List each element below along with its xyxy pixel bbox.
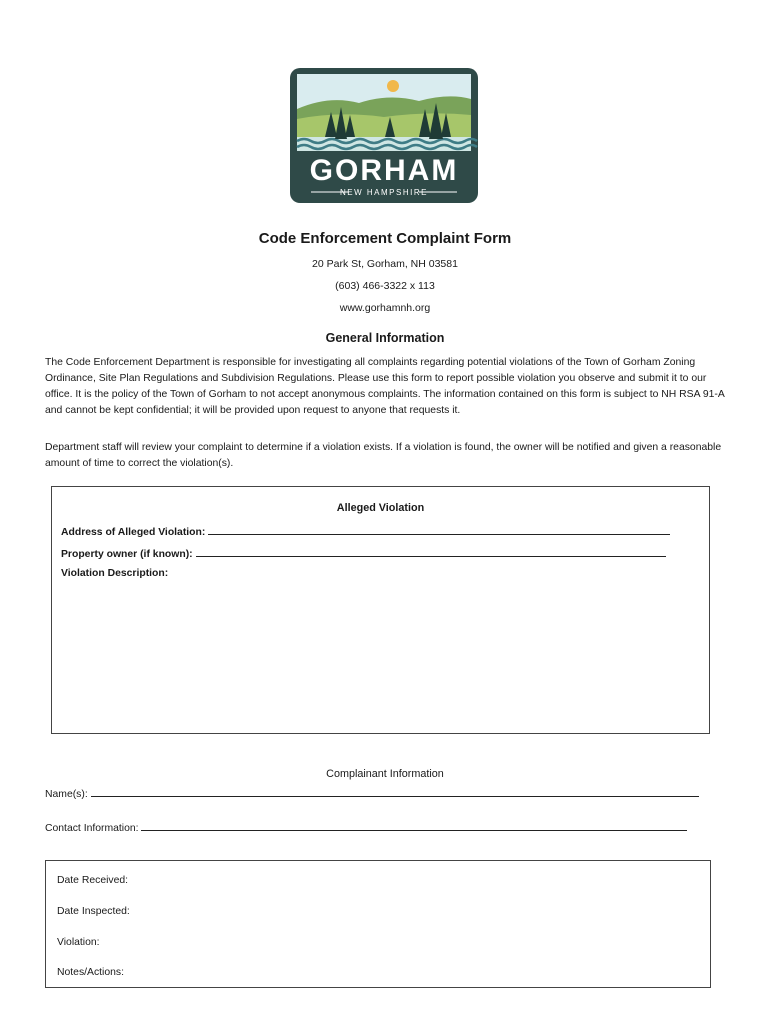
alleged-violation-heading: Alleged Violation [336,502,425,514]
property-owner-row [61,546,666,560]
address-of-violation-row [61,524,670,538]
svg-text:GORHAM: GORHAM [309,154,459,187]
property-owner-field[interactable] [196,546,666,557]
complainant-name-field[interactable] [91,786,699,797]
violation-description-label: Violation Description: [61,568,169,579]
town-website: www.gorhamnh.org [339,302,431,314]
gorham-logo [289,67,479,204]
address-of-violation-label: Address of Alleged Violation: [61,527,206,538]
contact-information-label: Contact Information: [45,823,139,834]
contact-information-row [45,820,687,834]
violation-description-field[interactable] [61,585,697,725]
notes-actions-label[interactable]: Notes/Actions: [57,967,124,978]
general-paragraph-2: Department staff will review your complaint to determine if a violation exists. If a violation is found, the owner will be notified and given a reasonable amount of time to correct the violation(s). [45,442,722,469]
complainant-name-row [45,786,699,800]
date-received-label[interactable]: Date Received: [57,875,129,886]
violation-label[interactable]: Violation: [57,937,100,948]
complainant-information-heading: Complainant Information [326,768,444,780]
town-phone: (603) 466-3322 x 113 [335,280,435,292]
office-use-box [45,860,711,988]
contact-information-field[interactable] [141,820,687,831]
general-information-heading: General Information [325,331,445,345]
date-inspected-label[interactable]: Date Inspected: [57,906,130,917]
page-title: Code Enforcement Complaint Form [258,230,512,247]
svg-text:NEW HAMPSHIRE: NEW HAMPSHIRE [340,188,428,197]
address-of-violation-field[interactable] [208,524,670,535]
alleged-violation-box [51,486,710,734]
town-address: 20 Park St, Gorham, NH 03581 [312,258,458,270]
complainant-name-label: Name(s): [45,789,88,800]
general-paragraph-1: The Code Enforcement Department is responsible for investigating all complaints regarding potential violations of the Town of Gorham Zoning Ordinance, Site Plan Regulations and Subdivision Regulations. Please use this form to report possible violation you observe and submit it to our office. It is the policy of the Town of Gorham to not accept anonymous complaints. The information contained on this form is subject to NH RSA 91-A and cannot be kept confidential; it will be provided upon request to anyone that requests it. [45,357,725,416]
property-owner-label: Property owner (if known): [61,549,193,560]
